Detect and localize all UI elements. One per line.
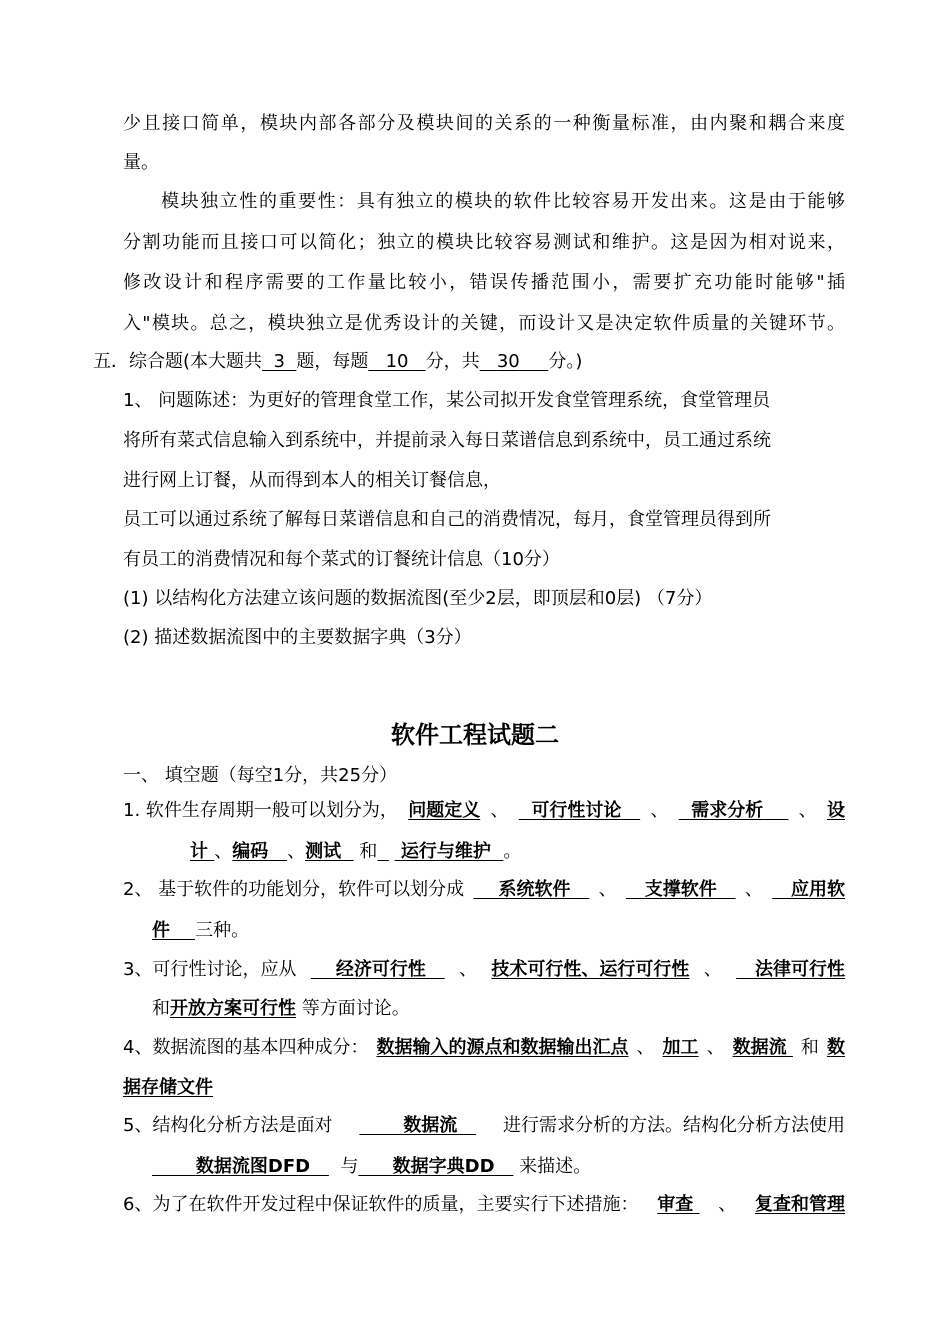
- question-line: 1、 问题陈述：为更好的管理食堂工作，某公司拟开发食堂管理系统，食堂管理员: [123, 390, 771, 411]
- answer: 系统软件: [498, 879, 571, 900]
- question-line: (2) 描述数据流图中的主要数据字典（3分）: [123, 627, 472, 648]
- question-text: 与: [340, 1156, 359, 1177]
- fill-question-2-cont: [152, 919, 249, 943]
- question-text: 来描述。: [519, 1156, 592, 1177]
- fill-question-5-cont: [152, 1155, 591, 1179]
- answer: 可行性讨论: [531, 800, 622, 821]
- paragraph-line: 修改设计和程序需要的工作量比较小，错误传播范围小，需要扩充功能时能够"插: [123, 272, 845, 293]
- separator: 、: [459, 959, 478, 980]
- fill-blank: 30: [496, 351, 520, 372]
- answer: 数据流: [732, 1037, 787, 1058]
- answer: 数据流图DFD: [195, 1156, 311, 1177]
- question-text: 进行需求分析的方法。结构化分析方法使用: [502, 1115, 845, 1136]
- fill-question-4-cont: [123, 1076, 213, 1100]
- separator: 、: [636, 1037, 655, 1058]
- heading-text: 分，共: [425, 351, 480, 372]
- fill-question-1: [123, 799, 845, 823]
- heading-text: 五．综合题(本大题共: [93, 351, 263, 372]
- paragraph-line: 入"模块。总之，模块独立是优秀设计的关键，而设计又是决定软件质量的关键环节。: [123, 313, 845, 334]
- heading-text: 分。): [548, 351, 583, 372]
- answer: 据存储文件: [123, 1077, 213, 1098]
- fill-question-3-cont: [152, 997, 410, 1021]
- heading-text: 题，每题: [296, 351, 369, 372]
- answer: 数: [826, 1037, 845, 1058]
- answer: 编码: [232, 841, 269, 862]
- answer: 支撑软件: [644, 879, 717, 900]
- answer: 应用软: [790, 879, 845, 900]
- page-title: 软件工程试题二: [391, 721, 559, 749]
- answer: 运行与维护: [400, 841, 491, 862]
- answer: 测试: [305, 841, 342, 862]
- separator: 、: [598, 879, 617, 900]
- paragraph-line: 少且接口简单，模块内部各部分及模块间的关系的一种衡量标准，由内聚和耦合来度: [123, 113, 845, 134]
- answer: 复查和管理: [754, 1194, 845, 1215]
- paragraph-line: 分割功能而且接口可以简化；独立的模块比较容易测试和维护。这是因为相对说来，: [123, 232, 845, 253]
- separator: 、: [287, 841, 306, 862]
- question-text: 和: [152, 998, 170, 1019]
- separator: 、: [718, 1194, 737, 1215]
- answer: 数据字典DD: [392, 1156, 495, 1177]
- answer: 问题定义: [408, 800, 481, 821]
- answer: 数据输入的源点和数据输出汇点: [376, 1037, 629, 1058]
- fill-blank: 3: [273, 351, 285, 372]
- fill-question-1-cont: [190, 840, 521, 864]
- answer: 需求分析: [691, 800, 764, 821]
- separator: 、: [650, 800, 669, 821]
- fill-question-3: [123, 958, 845, 982]
- answer: 经济可行性: [335, 959, 426, 980]
- fill-blank: 10: [385, 351, 409, 372]
- fill-question-2: [123, 878, 845, 902]
- section-heading: [93, 350, 582, 374]
- separator: 、: [490, 800, 509, 821]
- question-text: 4、数据流图的基本四种成分：: [123, 1037, 369, 1058]
- answer: 计: [190, 841, 208, 862]
- separator: 、: [703, 959, 722, 980]
- separator: 、: [214, 841, 233, 862]
- question-text: 6、为了在软件开发过程中保证软件的质量，主要实行下述措施：: [123, 1194, 639, 1215]
- answer: 开放方案可行性: [170, 998, 296, 1019]
- separator: 、: [798, 800, 817, 821]
- separator: 和: [359, 841, 378, 862]
- question-text: 等方面讨论。: [296, 998, 410, 1019]
- question-line: 员工可以通过系统了解每日菜谱信息和自己的消费情况，每月，食堂管理员得到所: [123, 509, 771, 530]
- question-line: 进行网上订餐，从而得到本人的相关订餐信息，: [123, 470, 501, 491]
- question-line: (1) 以结构化方法建立该问题的数据流图(至少2层，即顶层和0层) （7分）: [123, 588, 713, 609]
- question-line: 将所有菜式信息输入到系统中，并提前录入每日菜谱信息到系统中，员工通过系统: [123, 430, 771, 451]
- separator: 、: [706, 1037, 725, 1058]
- fill-question-6: [123, 1193, 845, 1217]
- paragraph-line: 模块独立性的重要性：具有独立的模块的软件比较容易开发出来。这是由于能够: [161, 191, 845, 212]
- part-heading: 一、 填空题（每空1分，共25分）: [123, 765, 398, 786]
- question-text: 5、结构化分析方法是面对: [123, 1115, 333, 1136]
- question-text: 1. 软件生存周期一般可以划分为，: [123, 800, 398, 821]
- answer: 件: [152, 920, 170, 941]
- separator: 。: [503, 841, 522, 862]
- answer: 技术可行性、运行可行性: [491, 959, 690, 980]
- separator: 、: [744, 879, 763, 900]
- answer: 法律可行性: [754, 959, 845, 980]
- paragraph-line: 量。: [123, 152, 159, 173]
- answer: 数据流: [403, 1115, 458, 1136]
- fill-question-5: [123, 1114, 845, 1138]
- question-text: 三种。: [195, 920, 250, 941]
- separator: 和: [800, 1037, 819, 1058]
- answer: 审查: [657, 1194, 694, 1215]
- answer: 设: [826, 800, 845, 821]
- answer: 加工: [662, 1037, 699, 1058]
- question-text: 3、可行性讨论，应从: [123, 959, 297, 980]
- question-text: 2、 基于软件的功能划分，软件可以划分成: [123, 879, 465, 900]
- fill-question-4: [123, 1036, 845, 1060]
- question-line: 有员工的消费情况和每个菜式的订餐统计信息（10分）: [123, 549, 560, 570]
